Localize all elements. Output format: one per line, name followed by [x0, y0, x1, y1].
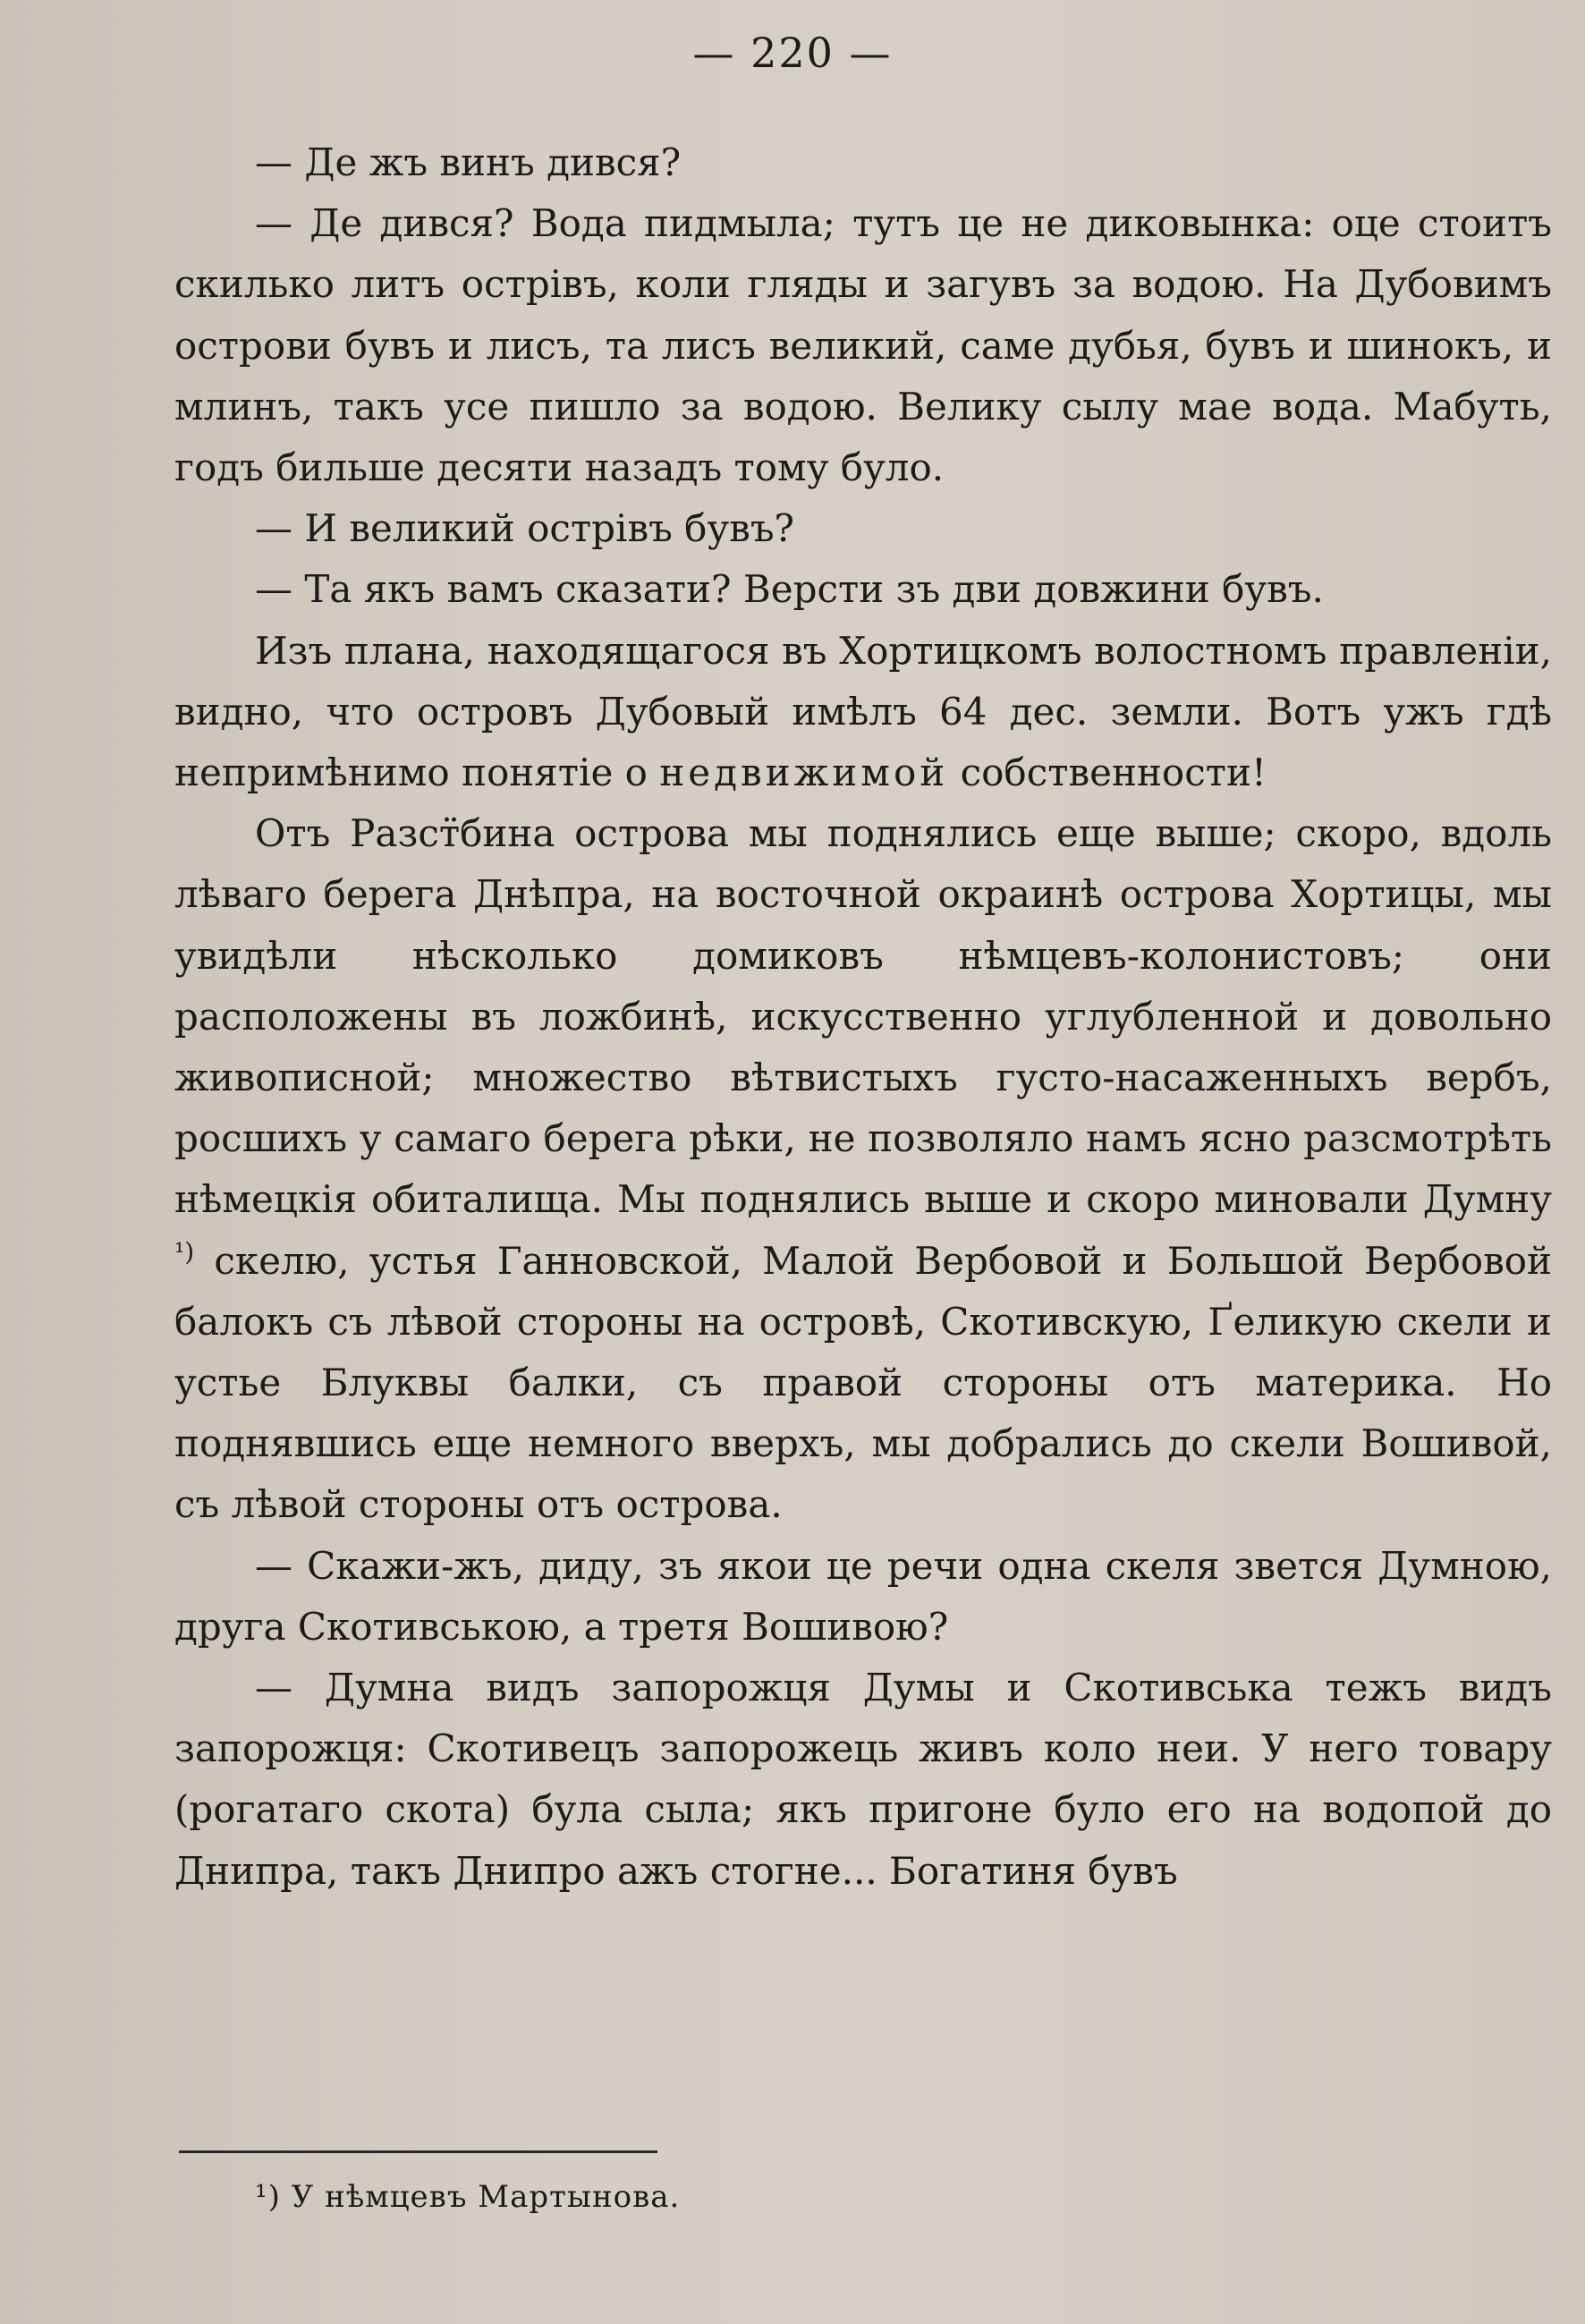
footnote-divider — [179, 2150, 657, 2153]
paragraph: — Та якъ вамъ сказати? Версти зъ дви довжини бувъ. — [255, 567, 1324, 612]
footnote: ¹) У нѣмцевъ Мартынова. — [255, 2179, 681, 2215]
paragraph-text: собственности! — [960, 751, 1267, 795]
page-number: — 220 — — [692, 29, 893, 77]
paragraph: — Скажи-жъ, диду, зъ якои це речи одна скеля звется Думною, друга Скотивською, а третя Вошивою? — [174, 1543, 1552, 1649]
paragraph — [174, 621, 1552, 804]
paragraph — [174, 803, 1552, 1535]
paragraph-text: скелю, устья Ганновской, Малой Вербовой и Большой Вербовой балокъ съ лѣвой стороны на островѣ, Скотивскую, Ґеликую скели и устье Блуквы балки, съ правой стороны отъ материка. Но поднявшись еще немного вверхъ, мы добрались до скели Вошивой, съ лѣвой стороны отъ острова. — [174, 1238, 1553, 1527]
footnote-marker: ¹) — [174, 1236, 195, 1267]
paragraph: — Думна видъ запорожця Думы и Скотивська тежъ видъ запорожця: Скотивецъ запорожець живъ коло неи. У него товару (рогатаго скота) була сыла; якъ пригоне було его на водопой до Днипра, такъ Днипро ажъ стогне... Богатиня бувъ — [174, 1666, 1552, 1893]
paragraph-text: Отъ Разст̈бина острова мы поднялись еще выше; скоро, вдоль лѣваго берега Днѣпра, на восточной окраинѣ острова Хортицы, мы увидѣли нѣсколько домиковъ нѣмцевъ-колонистовъ; они расположены въ ложбинѣ, искусственно углубленной и довольно живописной; множество вѣтвистыхъ густо-насаженныхъ вербъ, росшихъ у самаго берега рѣки, не позволяло намъ ясно разсмотрѣть нѣмецкія обиталища. Мы поднялись выше и скоро миновали Думну — [174, 811, 1552, 1222]
paragraph: — И великий острівъ бувъ? — [255, 506, 795, 551]
emphasized-word: недвижимой — [659, 751, 949, 795]
body-text — [174, 132, 1552, 1902]
paragraph: — Де жъ винъ дився? — [255, 140, 682, 184]
paragraph-text: Изъ плана, находящагося въ Хортицкомъ волостномъ правленіи, видно, что островъ Дубовый имѣлъ 64 дес. земли. Вотъ ужъ гдѣ непримѣнимо понятіе о — [174, 628, 1552, 795]
paragraph: — Де дився? Вода пидмыла; тутъ це не диковынка: оце стоитъ скилько литъ острівъ, коли гляды и загувъ за водою. На Дубовимъ острови бувъ и лисъ, та лисъ великий, саме дубья, бувъ и шинокъ, и млинъ, такъ усе пишло за водою. Велику сылу мае вода. Мабуть, годъ бильше десяти назадъ тому було. — [174, 201, 1552, 490]
